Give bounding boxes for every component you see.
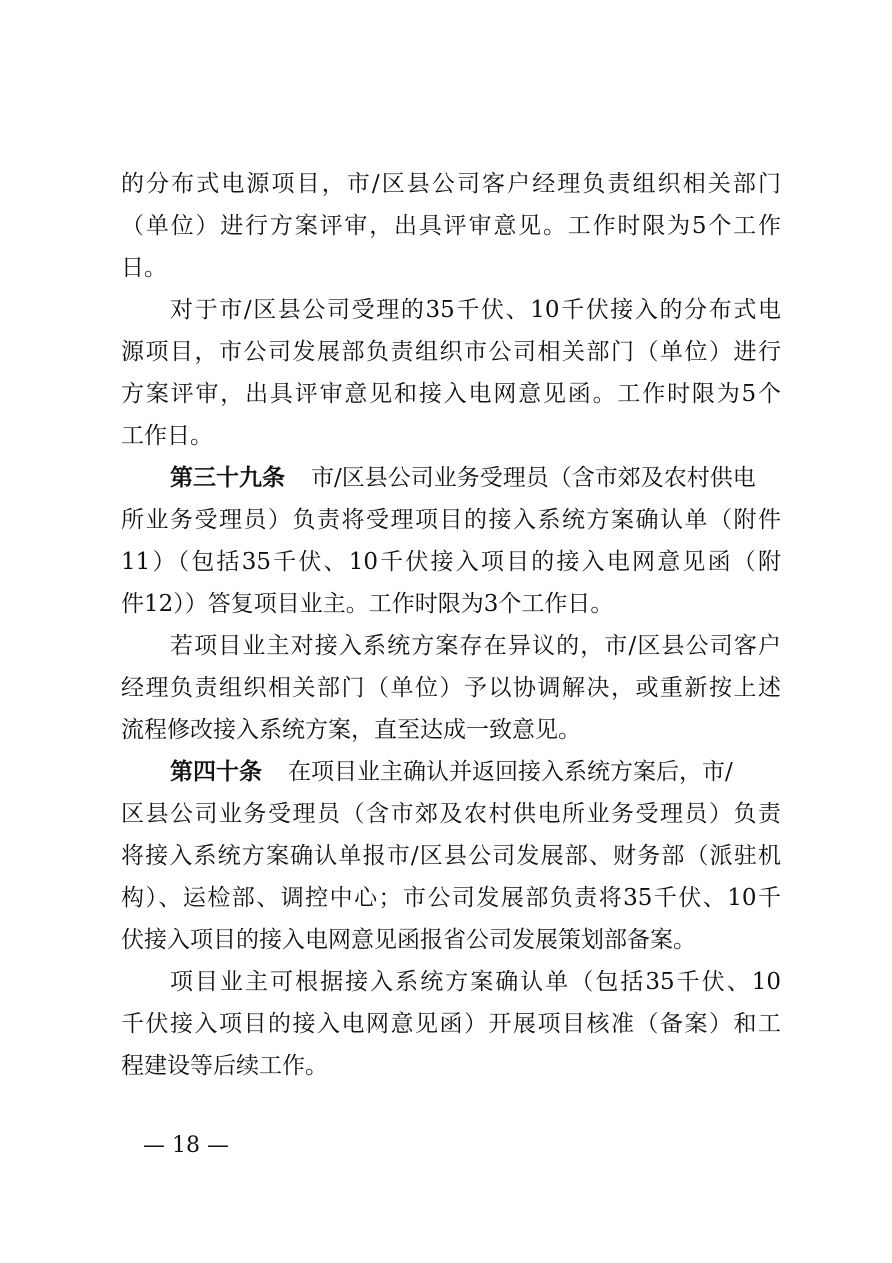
text-line: 若项目业主对接入系统方案存在异议的，市/区县公司客户: [170, 633, 781, 659]
article-40-heading: 第四十条: [170, 758, 262, 785]
text-line: 千伏接入项目的接入电网意见函）开展项目核准（备案）和工: [121, 1011, 781, 1037]
text-line: 项目业主可根据接入系统方案确认单（包括35千伏、10: [170, 969, 781, 995]
text-line: （单位）进行方案评审，出具评审意见。工作时限为5个工作: [121, 213, 781, 239]
text-line: 所业务受理员）负责将受理项目的接入系统方案确认单（附件: [121, 507, 781, 533]
text-line: 对于市/区县公司受理的35千伏、10千伏接入的分布式电: [170, 297, 781, 323]
text-line: 的分布式电源项目，市/区县公司客户经理负责组织相关部门: [121, 171, 781, 197]
text-line: 经理负责组织相关部门（单位）予以协调解决，或重新按上述: [121, 675, 781, 701]
text-line: 日。: [121, 255, 167, 281]
article-39-first-line: [170, 464, 781, 492]
text-line: 方案评审，出具评审意见和接入电网意见函。工作时限为5个: [121, 381, 781, 407]
text-line: 件12））答复项目业主。工作时限为3个工作日。: [121, 591, 614, 617]
article-40-first-line: [170, 758, 781, 786]
page-number: — 18 —: [143, 1133, 229, 1158]
text-line: 伏接入项目的接入电网意见函报省公司发展策划部备案。: [121, 927, 696, 953]
text-line: 市/区县公司业务受理员（含市郊及农村供电: [311, 465, 756, 491]
text-line: 源项目，市公司发展部负责组织市公司相关部门（单位）进行: [121, 339, 781, 365]
text-line: 区县公司业务受理员（含市郊及农村供电所业务受理员）负责: [121, 801, 781, 827]
text-line: 11）（包括35千伏、10千伏接入项目的接入电网意见函（附: [121, 549, 781, 575]
article-39-heading: 第三十九条: [170, 464, 285, 491]
text-line: 在项目业主确认并返回接入系统方案后，市/: [288, 759, 733, 785]
text-line: 将接入系统方案确认单报市/区县公司发展部、财务部（派驻机: [121, 843, 781, 869]
text-line: 构）、运检部、调控中心；市公司发展部负责将35千伏、10千: [121, 885, 781, 911]
text-line: 工作日。: [121, 423, 213, 449]
text-line: 流程修改接入系统方案，直至达成一致意见。: [121, 717, 581, 743]
text-line: 程建设等后续工作。: [121, 1053, 328, 1079]
